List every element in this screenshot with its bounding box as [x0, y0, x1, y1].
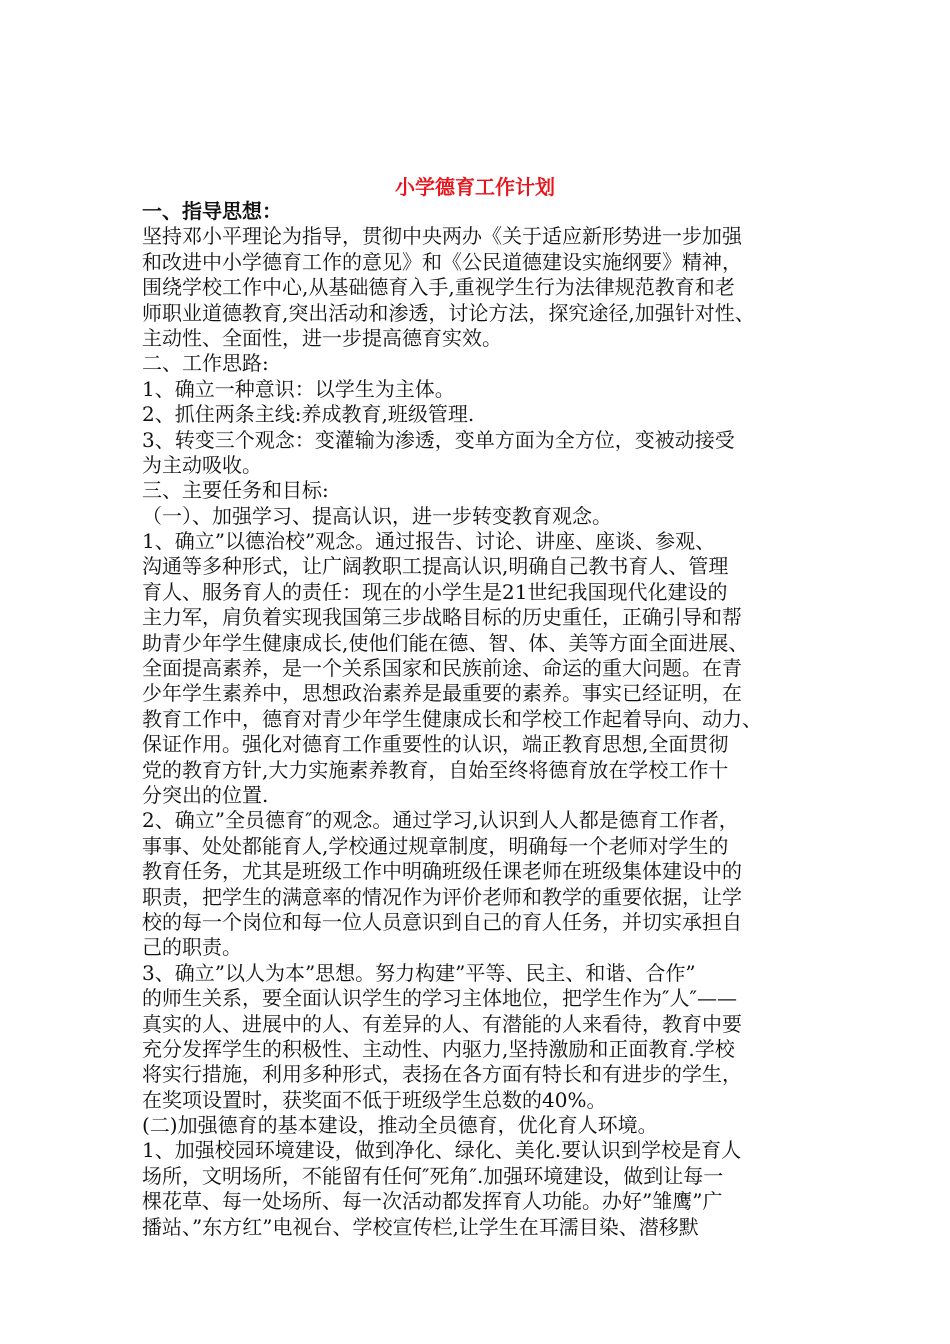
text-line: 三、主要任务和目标:: [142, 478, 329, 503]
document-title: 小学德育工作计划: [395, 175, 555, 199]
text-line: 真实的人、进展中的人、有差异的人、有潜能的人来看待，教育中要: [142, 1011, 742, 1036]
text-line: 2、抓住两条主线:养成教育,班级管理.: [142, 402, 475, 427]
text-line: (二)加强德育的基本建设，推动全员德育，优化育人环境。: [142, 1113, 658, 1138]
text-line: 充分发挥学生的积极性、主动性、内驱力,坚持激励和正面教育.学校: [142, 1036, 735, 1061]
text-line: 棵花草、每一处场所、每一次活动都发挥育人功能。办好”雏鹰”广: [142, 1189, 723, 1214]
text-line: 保证作用。强化对德育工作重要性的认识，端正教育思想,全面贯彻: [142, 732, 729, 757]
text-line: 的师生关系，要全面认识学生的学习主体地位，把学生作为″人″——: [142, 986, 737, 1011]
text-line: 少年学生素养中，思想政治素养是最重要的素养。事实已经证明，在: [142, 681, 742, 706]
text-line: 1、确立”以德治校”观念。通过报告、讨论、讲座、座谈、参观、: [142, 529, 716, 554]
section-heading: 一、指导思想：: [142, 199, 282, 223]
text-line: 全面提高素养，是一个关系国家和民族前途、命运的重大问题。在青: [142, 656, 742, 681]
text-line: 助青少年学生健康成长,使他们能在德、智、体、美等方面全面进展、: [142, 630, 749, 655]
text-line: 2、确立”全员德育″的观念。通过学习,认识到人人都是德育工作者，: [142, 808, 739, 833]
text-line: 将实行措施，利用多种形式，表扬在各方面有特长和有进步的学生，: [142, 1062, 742, 1087]
text-line: 沟通等多种形式，让广阔教职工提高认识,明确自己教书育人、管理: [142, 554, 729, 579]
text-line: 围绕学校工作中心,从基础德育入手,重视学生行为法律规范教育和老: [142, 275, 735, 300]
text-line: 校的每一个岗位和每一位人员意识到自己的育人任务，并切实承担自: [142, 909, 742, 934]
text-line: 主动性、全面性，进一步提高德育实效。: [142, 325, 502, 350]
text-line: 播站、”东方红”电视台、学校宣传栏,让学生在耳濡目染、潜移默: [142, 1214, 699, 1239]
text-line: 1、确立一种意识：以学生为主体。: [142, 376, 455, 401]
text-line: 党的教育方针,大力实施素养教育，自始至终将德育放在学校工作十: [142, 757, 729, 782]
text-line: （一）、加强学习、提高认识，进一步转变教育观念。: [142, 503, 612, 528]
text-line: 3、转变三个观念：变灌输为渗透，变单方面为全方位，变被动接受: [142, 427, 735, 452]
text-line: 教育工作中，德育对青少年学生健康成长和学校工作起着导向、动力、: [142, 706, 762, 731]
text-line: 事事、处处都能育人,学校通过规章制度，明确每一个老师对学生的: [142, 833, 729, 858]
text-line: 二、工作思路:: [142, 351, 269, 376]
text-line: 育人、服务育人的责任：现在的小学生是21世纪我国现代化建设的: [142, 579, 728, 604]
text-line: 在奖项设置时，获奖面不低于班级学生总数的40%。: [142, 1087, 607, 1112]
text-line: 为主动吸收。: [142, 452, 262, 477]
text-line: 和改进中小学德育工作的意见》和《公民道德建设实施纲要》精神，: [142, 249, 742, 274]
text-line: 职责，把学生的满意率的情况作为评价老师和教学的重要依据，让学: [142, 884, 742, 909]
text-line: 场所，文明场所，不能留有任何″死角″.加强环境建设，做到让每一: [142, 1163, 724, 1188]
text-line: 教育任务，尤其是班级工作中明确班级任课老师在班级集体建设中的: [142, 859, 742, 884]
text-line: 分突出的位置.: [142, 782, 269, 807]
text-line: 3、确立”以人为本”思想。努力构建”平等、民主、和谐、合作”: [142, 960, 696, 985]
text-line: 主力军，肩负着实现我国第三步战略目标的历史重任，正确引导和帮: [142, 605, 742, 630]
document-body: [142, 199, 830, 1240]
text-line: 1、加强校园环境建设，做到净化、绿化、美化.要认识到学校是育人: [142, 1138, 742, 1163]
text-line: 师职业道德教育,突出活动和渗透，讨论方法，探究途径,加强针对性、: [142, 300, 755, 325]
text-line: 己的职责。: [142, 935, 242, 960]
text-line: 坚持邓小平理论为指导，贯彻中央两办《关于适应新形势进一步加强: [142, 224, 742, 249]
